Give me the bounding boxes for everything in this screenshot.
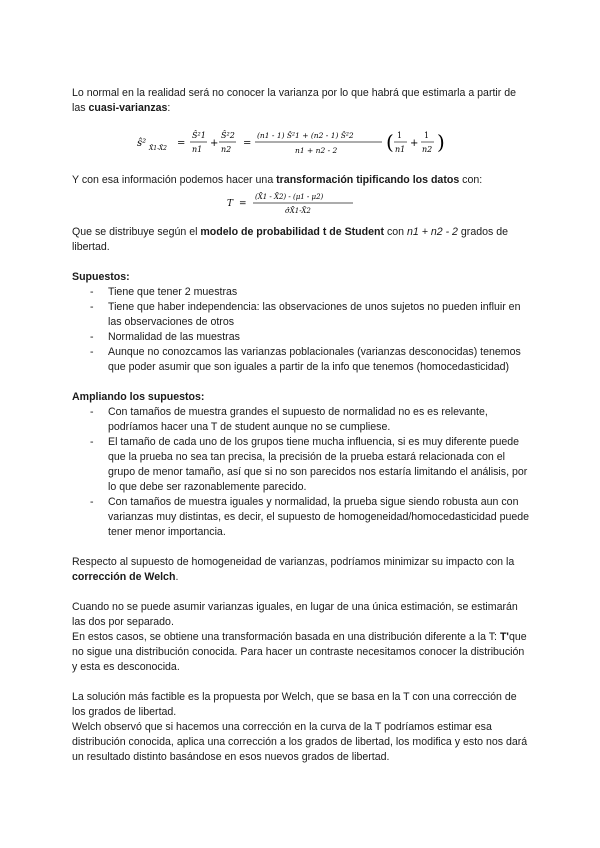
welch-solution-line2: Welch observó que si hacemos una corrección en la curva de la T podríamos estimar esa distribución conocida, aplica una corrección a los grados de libertad, los modifica y esto nos dará un resultado distinto basándose en esos nuevos grados de libertad. — [72, 721, 528, 763]
f1-p2-den: n2 — [422, 145, 433, 154]
f1-big-num: (n1 - 1) Ŝ²1 + (n2 - 1) Ŝ²2 — [257, 131, 354, 140]
para4-bold: corrección de Welch — [72, 571, 176, 583]
welch-paragraph — [72, 555, 532, 585]
para3-text: Que se distribuye según el — [72, 226, 201, 238]
f2-den: σ̂X̄1-X̄2 — [285, 207, 311, 215]
unequal-variances-line1: Cuando no se puede asumir varianzas iguales, en lugar de una única estimación, se estimarán las dos por separado. — [72, 601, 518, 628]
f1-eq2: = — [243, 138, 252, 149]
intro-bold: cuasi-varianzas — [88, 102, 168, 114]
welch-solution-line1: La solución más factible es la propuesta por Welch, que se basa en la T con una corrección de los grados de libertad. — [72, 691, 517, 718]
list-item: - Tiene que haber independencia: las observaciones de unos sujetos no pueden influir en las observaciones de otros — [72, 300, 532, 330]
f1-lhs-sub: X̄1-X̄2 — [149, 145, 167, 152]
f2-lhs: T — [227, 199, 234, 209]
f2-eq: = — [239, 199, 247, 209]
f1-t1-den: n1 — [192, 145, 203, 154]
f1-p-plus: + — [410, 138, 419, 149]
variance-formula-svg — [137, 124, 467, 160]
f1-eq1: = — [177, 138, 186, 149]
variance-formula — [72, 124, 532, 165]
list-item: - Aunque no conozcamos las varianzas poblacionales (varianzas desconocidas) tenemos que poder asumir que son iguales a partir de la info que tenemos (homocedasticidad) — [72, 345, 532, 375]
document-page — [72, 86, 532, 765]
t-formula — [72, 189, 532, 224]
list-item: - Con tamaños de muestra iguales y normalidad, la prueba sigue siendo robusta aun con varianzas muy distintas, es decir, el supuesto de homogeneidad/homocedasticidad puede tener menor importancia. — [72, 495, 532, 540]
para2-text: Y con esa información podemos hacer una — [72, 174, 277, 186]
para3-bold: modelo de probabilidad t de Student — [200, 226, 385, 238]
f1-p2-num: 1 — [424, 131, 430, 140]
f1-t2-den: n2 — [221, 145, 232, 154]
list-item: - El tamaño de cada uno de los grupos tiene mucha influencia, si es muy diferente puede que la prueba no sea tan precisa, la precisión de la prueba estará relacionada con el grupo de menor tamaño, así que si no son parecidos nos estaría limitando el análisis, por lo que debe ser razonablemente parecido. — [72, 435, 532, 495]
ampliando-list — [72, 405, 532, 540]
ampliando-heading: Ampliando los supuestos: — [72, 391, 205, 403]
para2-tail: con: — [459, 174, 483, 186]
list-item: - Tiene que tener 2 muestras — [72, 285, 532, 300]
para4-text: Respecto al supuesto de homogeneidad de varianzas, podríamos minimizar su impacto con la — [72, 556, 515, 568]
supuestos-list — [72, 285, 532, 375]
para4-tail: . — [175, 571, 179, 583]
list-item: - Normalidad de las muestras — [72, 330, 532, 345]
f1-paren-left: ( — [386, 130, 394, 154]
intro-paragraph — [72, 86, 532, 116]
para5-tail: que no sigue una distribución conocida. Para hacer un contraste necesitamos conocer la distribución y esta es desconocida. — [72, 631, 527, 673]
unequal-variances-line2 — [72, 630, 532, 675]
list-item: - Con tamaños de muestra grandes el supuesto de normalidad no es es relevante, podríamos hacer una T de student aunque no se cumpliese. — [72, 405, 532, 435]
f1-plus: + — [210, 138, 219, 149]
f2-num: (X̄1 - X̄2) - (μ1 - μ2) — [255, 193, 324, 201]
intro-text: Lo normal en la realidad será no conocer la varianza por lo que habrá que estimarla a partir de las — [72, 87, 517, 114]
f1-paren-right: ) — [437, 130, 445, 154]
para5-bold: T' — [499, 631, 509, 643]
para5-text: En estos casos, se obtiene una transformación basada en una distribución diferente a la T: — [72, 631, 500, 643]
para3-italic: n1 + n2 - 2 — [407, 226, 458, 238]
f1-t2-num: Ŝ²2 — [221, 131, 235, 140]
para2-bold: transformación tipificando los datos — [276, 174, 460, 186]
f1-p1-num: 1 — [397, 131, 403, 140]
f1-big-den: n1 + n2 - 2 — [295, 146, 338, 155]
f1-p1-den: n1 — [395, 145, 406, 154]
para3-tail: grados de libertad. — [72, 226, 509, 253]
intro-tail: : — [167, 102, 171, 114]
para3-mid: con — [384, 226, 407, 238]
student-paragraph — [72, 225, 532, 255]
t-formula-svg — [227, 189, 377, 219]
f1-t1-num: Ŝ²1 — [192, 131, 206, 140]
f1-lhs: ŝ² — [137, 138, 147, 149]
supuestos-heading: Supuestos: — [72, 271, 130, 283]
transform-paragraph — [72, 173, 532, 188]
